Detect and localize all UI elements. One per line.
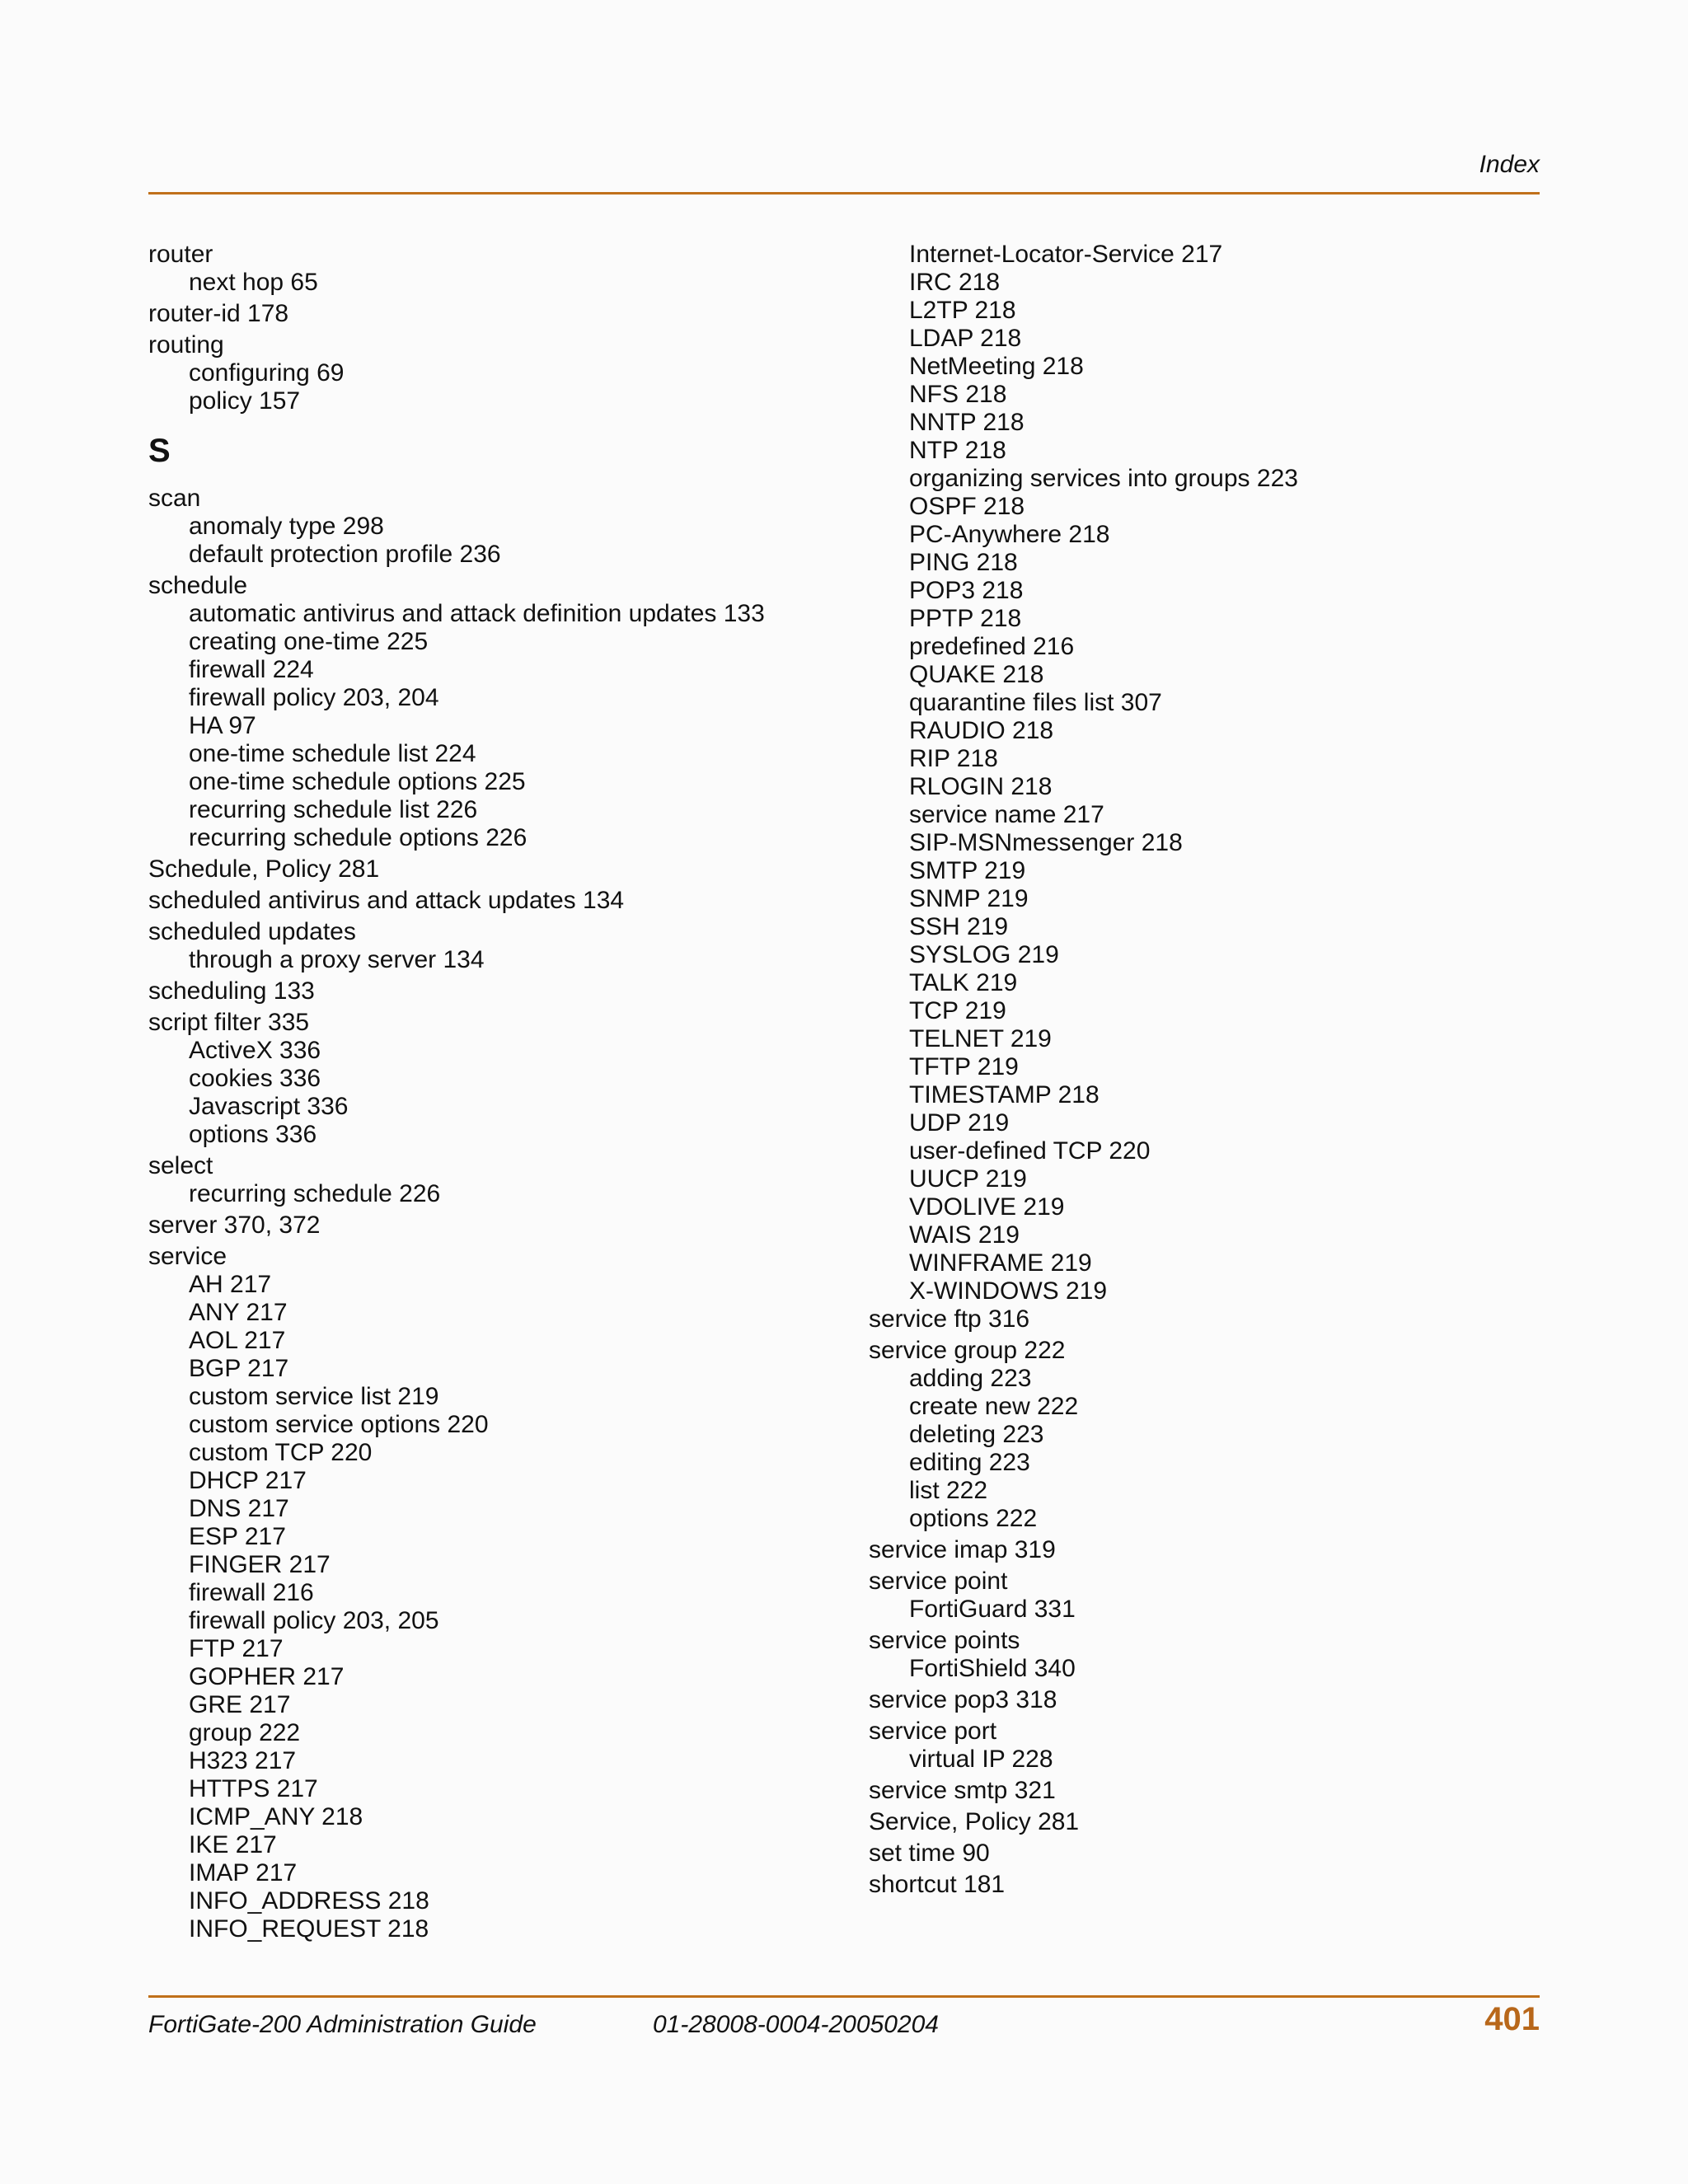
- index-entry: [148, 572, 857, 852]
- index-subentry: FortiShield 340: [909, 1655, 1076, 1682]
- index-term: service points: [869, 1627, 1020, 1654]
- index-subentry: firewall policy 203, 205: [189, 1607, 439, 1634]
- index-entry: [869, 1686, 1528, 1714]
- index-subentry: DHCP 217: [189, 1467, 307, 1494]
- index-term: routing: [148, 331, 224, 359]
- footer-rule: [148, 1995, 1540, 1998]
- index-subentry: list 222: [909, 1477, 988, 1504]
- index-subentry: options 336: [189, 1121, 317, 1148]
- index-subentry: quarantine files list 307: [909, 689, 1162, 716]
- index-subentry: RIP 218: [909, 745, 998, 772]
- index-entry: [869, 1627, 1528, 1683]
- index-subentry: SNMP 219: [909, 885, 1029, 912]
- index-entry: [148, 241, 857, 297]
- index-subentry: SYSLOG 219: [909, 941, 1059, 968]
- index-subentry: INFO_ADDRESS 218: [189, 1887, 429, 1915]
- index-subentry: service name 217: [909, 801, 1104, 828]
- index-subentry: Internet-Locator-Service 217: [909, 241, 1223, 268]
- index-subentry: anomaly type 298: [189, 513, 384, 540]
- index-subentry: custom service options 220: [189, 1411, 489, 1438]
- index-subentry: TALK 219: [909, 969, 1018, 996]
- header-rule: [148, 192, 1540, 194]
- index-subentry: creating one-time 225: [189, 628, 429, 655]
- index-subentry: recurring schedule 226: [189, 1180, 441, 1207]
- page-number: 401: [1484, 2001, 1540, 2037]
- index-entry: [148, 918, 857, 974]
- index-entry: [869, 1305, 1528, 1333]
- index-subentry: FortiGuard 331: [909, 1596, 1076, 1623]
- index-term: service: [148, 1243, 227, 1270]
- index-subentry: custom service list 219: [189, 1383, 439, 1410]
- index-group-list-c: [869, 241, 1528, 1899]
- index-entry: [148, 331, 857, 415]
- running-header: Index: [1479, 151, 1540, 178]
- section-letter: S: [148, 433, 171, 469]
- index-subentry: create new 222: [909, 1393, 1079, 1420]
- index-subentry: next hop 65: [189, 269, 318, 296]
- index-subentry: options 222: [909, 1505, 1038, 1532]
- index-subentry: TFTP 219: [909, 1053, 1019, 1080]
- index-subentry: Javascript 336: [189, 1093, 349, 1120]
- index-subentry: H323 217: [189, 1747, 297, 1774]
- index-column-left: [148, 241, 857, 1947]
- index-subentry: automatic antivirus and attack definition updates 133: [189, 600, 765, 627]
- index-term: Schedule, Policy 281: [148, 855, 380, 883]
- index-subentry: AH 217: [189, 1271, 272, 1298]
- index-subentry: policy 157: [189, 387, 301, 415]
- index-subentry: virtual IP 228: [909, 1746, 1053, 1773]
- index-subentry: one-time schedule list 224: [189, 740, 476, 767]
- index-subentry: NFS 218: [909, 381, 1007, 408]
- index-subentry: one-time schedule options 225: [189, 768, 526, 795]
- index-entry: [869, 1568, 1528, 1624]
- index-subentry: VDOLIVE 219: [909, 1193, 1065, 1221]
- index-term: select: [148, 1152, 213, 1179]
- index-subentry: UDP 219: [909, 1109, 1010, 1137]
- index-subentry: ICMP_ANY 218: [189, 1803, 363, 1830]
- index-term: scan: [148, 485, 201, 512]
- index-subentry: PC-Anywhere 218: [909, 521, 1110, 548]
- index-subentry: TCP 219: [909, 997, 1006, 1024]
- index-subentry: recurring schedule options 226: [189, 824, 528, 851]
- index-subentry: DNS 217: [189, 1495, 289, 1522]
- index-entry: [148, 1243, 857, 1943]
- index-entry: [869, 1840, 1528, 1868]
- index-subentry: UUCP 219: [909, 1165, 1027, 1193]
- index-subentry: FTP 217: [189, 1635, 284, 1662]
- index-subentry: NNTP 218: [909, 409, 1025, 436]
- index-subentry: AOL 217: [189, 1327, 286, 1354]
- index-term: service port: [869, 1718, 997, 1745]
- index-entry: [148, 485, 857, 569]
- index-term: service ftp 316: [869, 1305, 1030, 1333]
- footer-doc-number: 01-28008-0004-20050204: [653, 2011, 939, 2038]
- index-subentry: SSH 219: [909, 913, 1009, 940]
- index-entry: [869, 241, 1528, 1305]
- index-subentry: organizing services into groups 223: [909, 465, 1298, 492]
- index-term: service pop3 318: [869, 1686, 1057, 1713]
- index-subentry: PPTP 218: [909, 605, 1022, 632]
- index-subentry: configuring 69: [189, 359, 345, 387]
- index-subentry: IMAP 217: [189, 1859, 298, 1886]
- index-subentry: QUAKE 218: [909, 661, 1044, 688]
- index-subentry: cookies 336: [189, 1065, 321, 1092]
- index-term: service smtp 321: [869, 1777, 1056, 1804]
- index-subentry: default protection profile 236: [189, 541, 501, 568]
- index-entry: [148, 1152, 857, 1208]
- index-subentry: RAUDIO 218: [909, 717, 1054, 744]
- index-subentry: adding 223: [909, 1365, 1032, 1392]
- index-subentry: X-WINDOWS 219: [909, 1277, 1108, 1305]
- index-entry: [148, 887, 857, 915]
- index-subentry: HTTPS 217: [189, 1775, 318, 1802]
- index-term: set time 90: [869, 1840, 990, 1867]
- index-subentry: through a proxy server 134: [189, 946, 485, 973]
- index-entry: [148, 855, 857, 883]
- index-subentry: SIP-MSNmessenger 218: [909, 829, 1183, 856]
- index-entry: [869, 1777, 1528, 1805]
- index-subentry: ESP 217: [189, 1523, 286, 1550]
- index-subentry: SMTP 219: [909, 857, 1026, 884]
- index-subentry: POP3 218: [909, 577, 1024, 604]
- index-subentry: NetMeeting 218: [909, 353, 1084, 380]
- index-subentry: ANY 217: [189, 1299, 288, 1326]
- index-entry: [869, 1536, 1528, 1564]
- index-term: service group 222: [869, 1337, 1066, 1364]
- index-subentry: TELNET 219: [909, 1025, 1052, 1052]
- index-subentry: deleting 223: [909, 1421, 1044, 1448]
- index-term: service point: [869, 1568, 1008, 1595]
- index-subentry: firewall 224: [189, 656, 314, 683]
- index-subentry: OSPF 218: [909, 493, 1025, 520]
- index-subentry: LDAP 218: [909, 325, 1022, 352]
- index-subentry: WINFRAME 219: [909, 1249, 1092, 1277]
- index-group-list-b: [148, 485, 857, 1943]
- index-subentry: custom TCP 220: [189, 1439, 373, 1466]
- index-subentry: INFO_REQUEST 218: [189, 1915, 429, 1943]
- index-term: scheduled updates: [148, 918, 356, 945]
- index-column-right: [869, 241, 1528, 1902]
- index-entry: [148, 977, 857, 1005]
- index-term: Service, Policy 281: [869, 1808, 1080, 1835]
- index-subentry: PING 218: [909, 549, 1018, 576]
- index-term: service imap 319: [869, 1536, 1056, 1563]
- index-term: schedule: [148, 572, 248, 599]
- index-subentry: recurring schedule list 226: [189, 796, 478, 823]
- index-subentry: GRE 217: [189, 1691, 291, 1718]
- index-entry: [148, 1212, 857, 1240]
- index-subentry: NTP 218: [909, 437, 1006, 464]
- index-term: scheduled antivirus and attack updates 134: [148, 887, 625, 914]
- index-term: scheduling 133: [148, 977, 315, 1005]
- index-subentry: user-defined TCP 220: [909, 1137, 1151, 1165]
- index-entry: [869, 1718, 1528, 1774]
- index-term: shortcut 181: [869, 1871, 1006, 1898]
- index-term: script filter 335: [148, 1009, 310, 1036]
- index-entry: [148, 300, 857, 328]
- index-subentry: RLOGIN 218: [909, 773, 1053, 800]
- index-group-list-a: [148, 241, 857, 415]
- index-subentry: group 222: [189, 1719, 301, 1746]
- index-entry: [869, 1808, 1528, 1836]
- index-subentry: editing 223: [909, 1449, 1030, 1476]
- index-subentry: L2TP 218: [909, 297, 1016, 324]
- index-entry: [869, 1337, 1528, 1533]
- index-subentry: IKE 217: [189, 1831, 277, 1858]
- index-subentry: TIMESTAMP 218: [909, 1081, 1100, 1108]
- index-subentry: HA 97: [189, 712, 256, 739]
- footer-book-title: FortiGate-200 Administration Guide: [148, 2011, 537, 2038]
- index-subentry: BGP 217: [189, 1355, 289, 1382]
- index-subentry: predefined 216: [909, 633, 1075, 660]
- index-term: router-id 178: [148, 300, 289, 327]
- index-subentry: GOPHER 217: [189, 1663, 345, 1690]
- index-term: server 370, 372: [148, 1212, 321, 1239]
- index-subentry: IRC 218: [909, 269, 1001, 296]
- index-entry: [869, 1871, 1528, 1899]
- index-subentry: ActiveX 336: [189, 1037, 321, 1064]
- index-term: router: [148, 241, 213, 268]
- index-entry: [148, 1009, 857, 1149]
- index-subentry: FINGER 217: [189, 1551, 331, 1578]
- index-subentry: firewall 216: [189, 1579, 314, 1606]
- index-subentry: firewall policy 203, 204: [189, 684, 439, 711]
- index-subentry: WAIS 219: [909, 1221, 1020, 1249]
